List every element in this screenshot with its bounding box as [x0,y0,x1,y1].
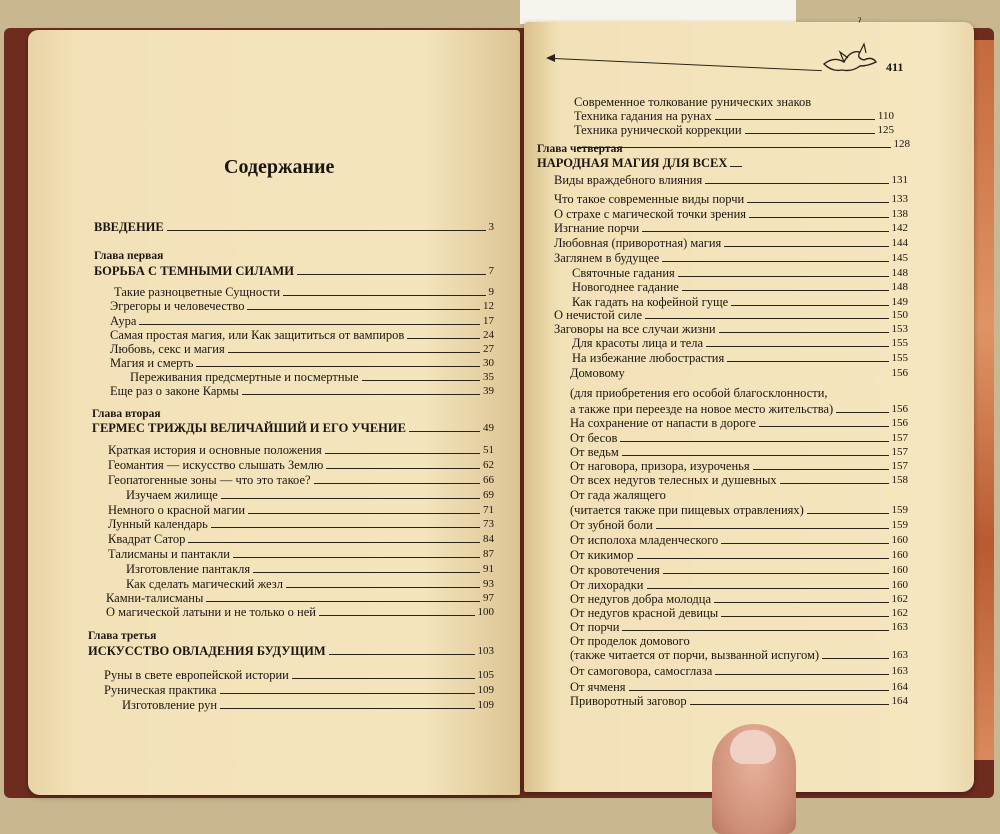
toc-entry: От наговора, призора, изуроченья 157 [570,459,908,473]
corner-mark: ˀ [858,14,862,29]
toc-entry: От ячменя 164 [570,680,908,694]
toc-entry: От кикимор 160 [570,548,908,562]
dragon-icon [820,42,880,76]
toc-entry: Домовому 156 [570,366,908,380]
toc-entry: Такие разноцветные Сущности 9 [114,285,494,299]
toc-entry: От ведьм 157 [570,445,908,459]
toc-entry: Как гадать на кофейной гуще 149 [572,295,908,309]
toc-entry: От зубной боли 159 [570,518,908,532]
toc-entry: НАРОДНАЯ МАГИЯ ДЛЯ ВСЕХ [537,156,745,170]
toc-entry: От недугов красной девицы 162 [570,606,908,620]
toc-entry: Руны в свете европейской истории 105 [104,668,494,682]
toc-entry: От бесов 157 [570,431,908,445]
toc-entry: Переживания предсмертные и посмертные 35 [130,370,494,384]
toc-entry: Изучаем жилище 69 [126,488,494,502]
toc-entry: ИСКУССТВО ОВЛАДЕНИЯ БУДУЩИМ 103 [88,644,494,658]
toc-entry: От лихорадки 160 [570,578,908,592]
chapter-label: Глава третья [88,630,157,642]
toc-entry: На избежание любострастия 155 [572,351,908,365]
chapter-label: Глава вторая [92,408,161,420]
toc-entry: Изготовление рун 109 [122,698,494,712]
toc-entry: ВВЕДЕНИЕ 3 [94,220,494,234]
toc-entry: БОРЬБА С ТЕМНЫМИ СИЛАМИ 7 [94,264,494,278]
toc-entry: Заглянем в будущее 145 [554,251,908,265]
toc-entry: (также читается от порчи, вызванной испугом) 163 [570,648,908,662]
toc-entry: (для приобретения его особой благосклонности, [570,386,828,400]
toc-entry: а также при переезде на новое место жительства) 156 [570,402,908,416]
toc-entry: Талисманы и пантакли 87 [108,547,494,561]
toc-entry: Самая простая магия, или Как защититься от вампиров 24 [110,328,494,342]
toc-entry: Изгнание порчи 142 [554,221,908,235]
toc-entry: Виды враждебного влияния 131 [554,173,908,187]
toc-entry: Святочные гадания 148 [572,266,908,280]
toc-entry: От исполоха младенческого 160 [570,533,908,547]
toc-entry: Заговоры на все случаи жизни 153 [554,322,908,336]
toc-entry: От кровотечения 160 [570,563,908,577]
toc-entry: (читается также при пищевых отравлениях) 159 [570,503,908,517]
toc-entry: Геомантия — искусство слышать Землю 62 [108,458,494,472]
toc-entry: Лунный календарь 73 [108,517,494,531]
toc-entry: ГЕРМЕС ТРИЖДЫ ВЕЛИЧАЙШИЙ И ЕГО УЧЕНИЕ 49 [92,421,494,435]
toc-entry: Любовная (приворотная) магия 144 [554,236,908,250]
toc-entry: Еще раз о законе Кармы 39 [110,384,494,398]
toc-entry: Краткая история и основные положения 51 [108,443,494,457]
toc-entry: Современное толкование рунических знаков [574,95,812,109]
toc-entry: Геопатогенные зоны — что это такое? 66 [108,473,494,487]
toc-entry: Руническая практика 109 [104,683,494,697]
toc-entry: Эгрегоры и человечество 12 [110,299,494,313]
toc-entry: Любовь, секс и магия 27 [110,342,494,356]
toc-heading: Содержание [224,156,335,178]
toc-entry: О магической латыни и не только о ней 100 [106,605,494,619]
toc-entry: Приворотный заговор 164 [570,694,908,708]
toc-entry: От проделок домового [570,634,690,648]
toc-entry: О нечистой силе 150 [554,308,908,322]
toc-entry: От гада жалящего [570,488,666,502]
toc-entry: Для красоты лица и тела 155 [572,336,908,350]
toc-entry: О страхе с магической точки зрения 138 [554,207,908,221]
page-number: 411 [886,60,904,74]
toc-entry: 128 [574,137,910,151]
toc-entry: Как сделать магический жезл 93 [126,577,494,591]
toc-entry: От порчи 163 [570,620,908,634]
toc-entry: Что такое современные виды порчи 133 [554,192,908,206]
fingernail [730,730,776,764]
toc-entry: От самоговора, самосглаза 163 [570,664,908,678]
chapter-label: Глава четвертая [537,143,623,155]
toc-entry: Новогоднее гадание 148 [572,280,908,294]
toc-entry: Аура 17 [110,314,494,328]
toc-entry: Магия и смерть 30 [110,356,494,370]
toc-entry: Немного о красной магии 71 [108,503,494,517]
toc-entry: Изготовление пантакля 91 [126,562,494,576]
toc-entry: Техника рунической коррекции 125 [574,123,894,137]
toc-entry: На сохранение от напасти в дороге 156 [570,416,908,430]
toc-entry: Техника гадания на рунах 110 [574,109,894,123]
toc-entry: Квадрат Сатор 84 [108,532,494,546]
chapter-label: Глава первая [94,250,164,262]
toc-entry: От недугов добра молодца 162 [570,592,908,606]
paper-tab [520,0,796,24]
toc-entry: От всех недугов телесных и душевных 158 [570,473,908,487]
toc-entry: Камни-талисманы 97 [106,591,494,605]
